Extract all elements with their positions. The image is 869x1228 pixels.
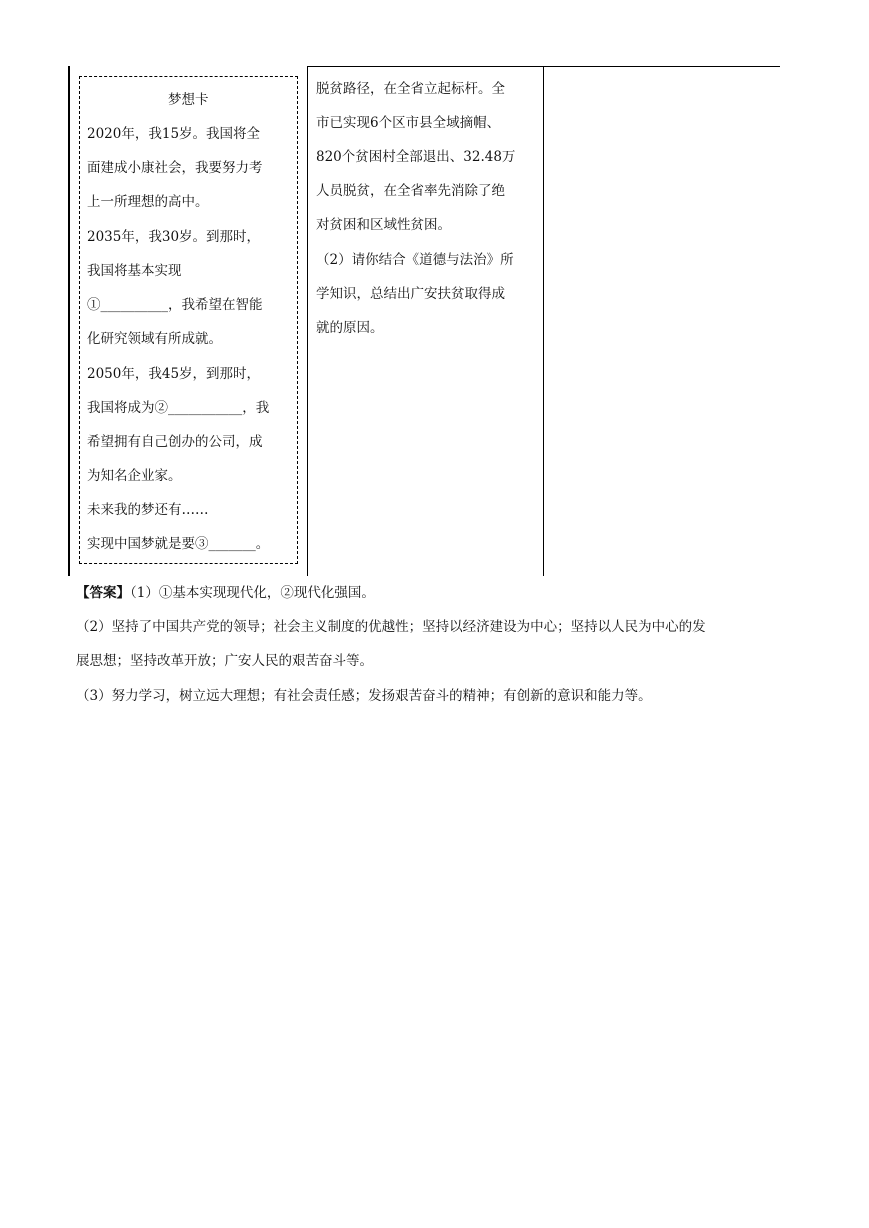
table-left-border — [68, 66, 70, 576]
question-text-line: 市已实现6个区市县全域摘帽、 — [316, 115, 501, 131]
answer-line-3: 展思想；坚持改革开放；广安人民的艰苦奋斗等。 — [76, 653, 373, 669]
dream-card-line: ①__________，我希望在智能 — [87, 297, 263, 313]
dream-card-line: 实现中国梦就是要③_______。 — [87, 536, 270, 552]
question-text-line: 对贫困和区域性贫困。 — [316, 217, 451, 233]
table-top-rule — [308, 66, 780, 67]
dream-card-line: 我国将基本实现 — [87, 263, 182, 279]
question-text-line: 脱贫路径，在全省立起标杆。全 — [316, 81, 505, 97]
dream-card-line: 未来我的梦还有…… — [87, 502, 209, 518]
question-text-line: 人员脱贫，在全省率先消除了绝 — [316, 183, 505, 199]
dream-card-line: 希望拥有自己创办的公司，成 — [87, 434, 263, 450]
question-text-line: 820个贫困村全部退出、32.48万 — [316, 149, 516, 165]
dream-card-line: 我国将成为②___________，我 — [87, 400, 270, 416]
dream-card-line: 2035年，我30岁。到那时， — [87, 229, 261, 245]
answer-label: 【答案】 — [76, 585, 130, 601]
dream-card — [79, 76, 298, 564]
answer-line-2: （2）坚持了中国共产党的领导；社会主义制度的优越性；坚持以经济建设为中心；坚持以人民为中心的发 — [76, 619, 706, 635]
dream-card-line: 为知名企业家。 — [87, 468, 182, 484]
question-prompt-line: 就的原因。 — [316, 320, 384, 336]
question-prompt-line: （2）请你结合《道德与法治》所 — [316, 252, 514, 268]
dream-card-line: 上一所理想的高中。 — [87, 194, 209, 210]
column-divider-left — [307, 66, 308, 576]
answer-line-1 — [76, 584, 375, 602]
answer-text: （1）①基本实现现代化，②现代化强国。 — [130, 585, 375, 601]
dream-card-title: 梦想卡 — [168, 92, 209, 108]
column-divider-right — [543, 66, 544, 576]
dream-card-line: 面建成小康社会，我要努力考 — [87, 160, 263, 176]
question-prompt-line: 学知识，总结出广安扶贫取得成 — [316, 286, 505, 302]
dream-card-line: 2050年，我45岁，到那时， — [87, 366, 261, 382]
answer-line-4: （3）努力学习，树立远大理想；有社会责任感；发扬艰苦奋斗的精神；有创新的意识和能力等。 — [76, 688, 652, 704]
dream-card-line: 化研究领域有所成就。 — [87, 331, 222, 347]
dream-card-line: 2020年，我15岁。我国将全 — [87, 126, 261, 142]
